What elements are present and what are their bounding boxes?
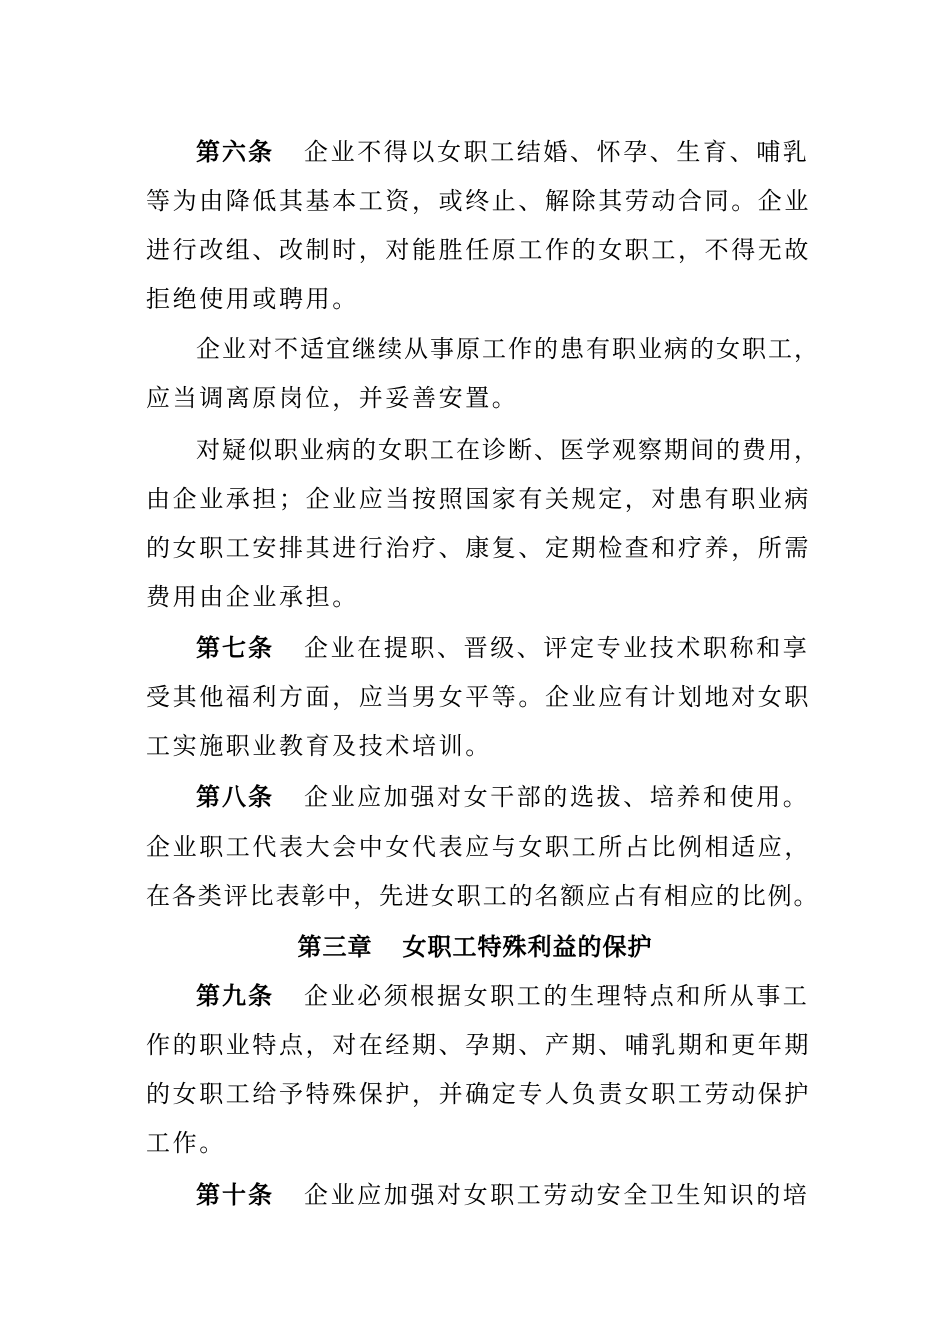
chapter-heading	[0, 927, 950, 967]
chapter-number: 第三章	[297, 933, 373, 961]
article-6-paragraph-2-line-1: 企业对不适宜继续从事原工作的患有职业病的女职工，	[196, 335, 820, 363]
article-9-line-2: 作的职业特点，对在经期、孕期、产期、哺乳期和更年期	[146, 1031, 811, 1059]
article-6-paragraph-3-line-1: 对疑似职业病的女职工在诊断、医学观察期间的费用，	[196, 436, 820, 464]
chapter-title: 女职工特殊利益的保护	[402, 933, 653, 961]
article-9-line-3: 的女职工给予特殊保护，并确定专人负责女职工劳动保护	[146, 1080, 811, 1108]
article-6-label: 第六条	[196, 138, 274, 166]
article-6-line-1: 第六条 企业不得以女职工结婚、怀孕、生育、哺乳	[196, 138, 810, 166]
article-8-line-2: 企业职工代表大会中女代表应与女职工所占比例相适应，	[146, 833, 811, 861]
article-8-line-1: 第八条 企业应加强对女干部的选拔、培养和使用。	[196, 783, 810, 811]
article-6-paragraph-3-line-4: 费用由企业承担。	[146, 583, 359, 611]
article-9-line-4: 工作。	[146, 1129, 226, 1157]
article-10-line-1: 第十条 企业应加强对女职工劳动安全卫生知识的培	[196, 1181, 810, 1209]
article-6-line-2: 等为由降低其基本工资，或终止、解除其劳动合同。企业	[146, 187, 811, 215]
article-6-paragraph-2-line-2: 应当调离原岗位，并妥善安置。	[146, 384, 519, 412]
article-6-paragraph-3-line-3: 的女职工安排其进行治疗、康复、定期检查和疗养，所需	[146, 534, 811, 562]
article-9-label: 第九条	[196, 982, 274, 1010]
article-8-label: 第八条	[196, 783, 274, 811]
article-7-line-2: 受其他福利方面，应当男女平等。企业应有计划地对女职	[146, 683, 811, 711]
article-7-label: 第七条	[196, 634, 274, 662]
article-6-line-3: 进行改组、改制时，对能胜任原工作的女职工，不得无故	[146, 236, 811, 264]
article-7-line-1: 第七条 企业在提职、晋级、评定专业技术职称和享	[196, 634, 810, 662]
article-9-line-1: 第九条 企业必须根据女职工的生理特点和所从事工	[196, 982, 810, 1010]
article-8-line-3: 在各类评比表彰中，先进女职工的名额应占有相应的比例。	[146, 882, 820, 910]
article-6-paragraph-3-line-2: 由企业承担；企业应当按照国家有关规定，对患有职业病	[146, 485, 811, 513]
article-10-label: 第十条	[196, 1181, 274, 1209]
article-7-line-3: 工实施职业教育及技术培训。	[146, 732, 492, 760]
article-6-line-4: 拒绝使用或聘用。	[146, 285, 359, 313]
